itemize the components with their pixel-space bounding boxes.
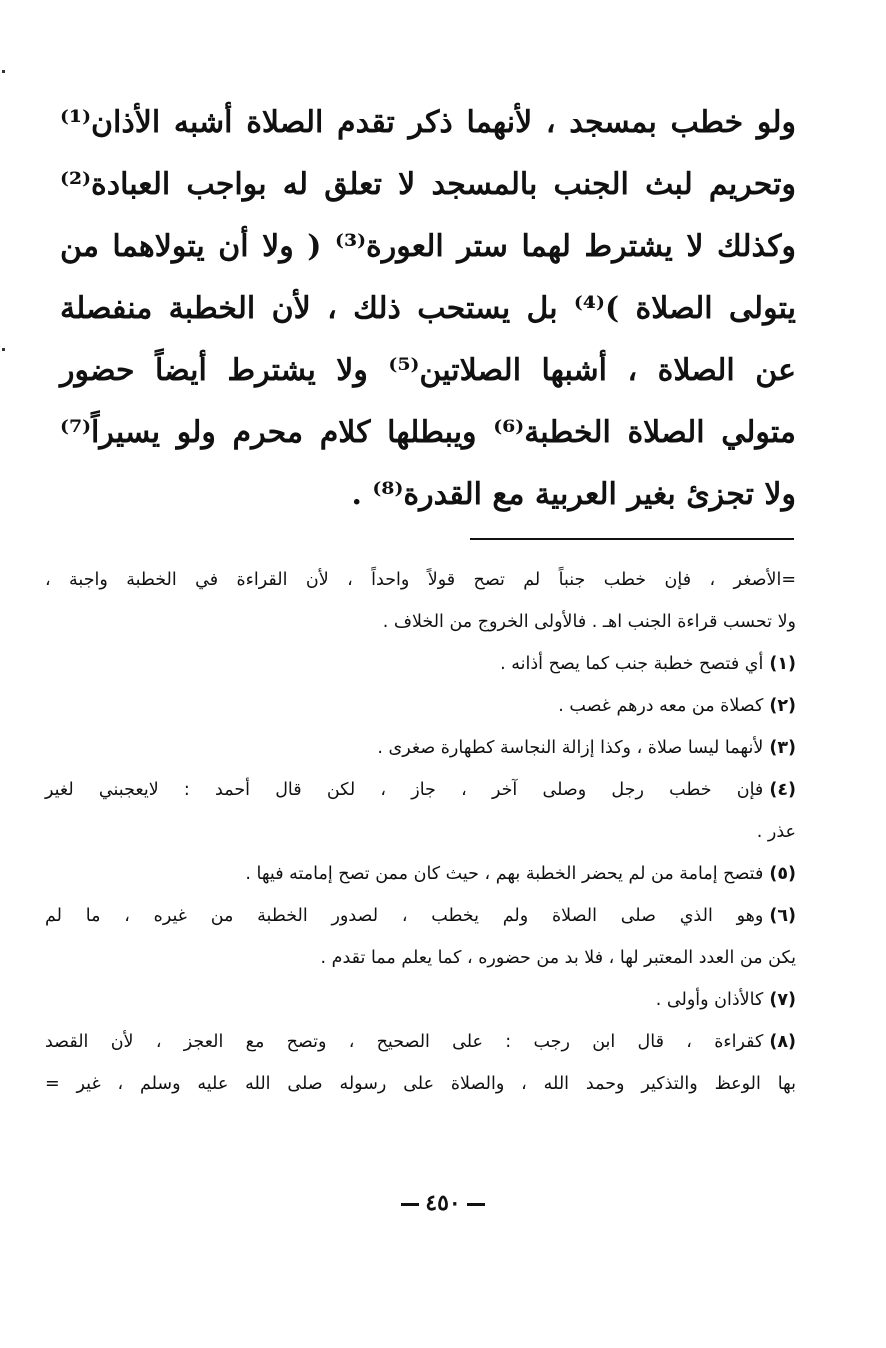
main-text-line: وتحريم لبث الجنب بالمسجد لا تعلق له بواجب العبادة⁽²⁾ <box>60 167 796 202</box>
main-text-line: متولي الصلاة الخطبة⁽⁶⁾ ويبطلها كلام محرم ولو يسيراً⁽⁷⁾ <box>60 415 796 450</box>
footnote-2 <box>45 686 796 728</box>
footnote-5 <box>45 854 796 896</box>
footnote-text: كقراءة ، قال ابن رجب : على الصحيح ، وتصح مع العجز ، لأن القصد <box>45 1032 764 1052</box>
main-text-line: يتولى الصلاة )⁽⁴⁾ بل يستحب ذلك ، لأن الخطبة منفصلة <box>60 291 796 326</box>
footnote-4 <box>45 770 796 812</box>
page-number-text: ٤٥٠ <box>425 1190 461 1216</box>
footnote-text: فتصح إمامة من لم يحضر الخطبة بهم ، حيث كان ممن تصح إمامته فيها . <box>245 864 764 884</box>
footnote-text: كصلاة من معه درهم غصب . <box>558 696 764 716</box>
main-text-line: ولو خطب بمسجد ، لأنهما ذكر تقدم الصلاة أشبه الأذان⁽¹⁾ <box>60 105 796 140</box>
continuation-line: =الأصغر ، فإن خطب جنباً لم تصح قولاً واحداً ، لأن القراءة في الخطبة واجبة ، <box>45 570 796 590</box>
footnote-number: (٢) <box>769 696 796 716</box>
footnote-number: (٦) <box>769 906 796 926</box>
main-text <box>60 92 796 526</box>
footnote-4-continued: عذر . <box>756 822 796 842</box>
footnote-number: (٨) <box>769 1032 796 1052</box>
footnote-text: أي فتصح خطبة جنب كما يصح أذانه . <box>500 654 764 674</box>
scan-mark <box>2 348 5 351</box>
dash-decoration <box>401 1203 419 1206</box>
footnote-6-continued: يكن من العدد المعتبر لها ، فلا بد من حضوره ، كما يعلم مما تقدم . <box>320 948 796 968</box>
main-text-line: ولا تجزئ بغير العربية مع القدرة⁽⁸⁾ . <box>351 477 796 512</box>
footnote-number: (١) <box>769 654 796 674</box>
footnote-8-continued: بها الوعظ والتذكير وحمد الله ، والصلاة على رسوله صلى الله عليه وسلم ، غير = <box>45 1074 796 1094</box>
footnote-text: فإن خطب رجل وصلى آخر ، جاز ، لكن قال أحمد : لايعجبني لغير <box>45 780 764 800</box>
page-number <box>0 1190 886 1216</box>
footnote-text: وهو الذي صلى الصلاة ولم يخطب ، لصدور الخطبة من غيره ، ما لم <box>45 906 764 926</box>
footnote-7 <box>45 980 796 1022</box>
footnote-text: كالأذان وأولى . <box>655 990 764 1010</box>
footnote-8 <box>45 1022 796 1064</box>
footnote-text: لأنهما ليسا صلاة ، وكذا إزالة النجاسة كطهارة صغرى . <box>377 738 764 758</box>
footnote-separator <box>470 538 794 540</box>
scan-mark <box>2 70 5 73</box>
footnote-number: (٧) <box>769 990 796 1010</box>
footnote-number: (٤) <box>769 780 796 800</box>
footnote-1 <box>45 644 796 686</box>
footnote-3 <box>45 728 796 770</box>
footnotes <box>45 560 796 1106</box>
footnote-6 <box>45 896 796 938</box>
dash-decoration <box>467 1203 485 1206</box>
main-text-line: عن الصلاة ، أشبها الصلاتين⁽⁵⁾ ولا يشترط أيضاً حضور <box>60 353 796 388</box>
main-text-line: وكذلك لا يشترط لهما ستر العورة⁽³⁾ ( ولا أن يتولاهما من <box>60 229 796 264</box>
continuation-line: ولا تحسب قراءة الجنب اهـ . فالأولى الخروج من الخلاف . <box>382 612 796 632</box>
footnote-number: (٥) <box>769 864 796 884</box>
footnote-number: (٣) <box>769 738 796 758</box>
